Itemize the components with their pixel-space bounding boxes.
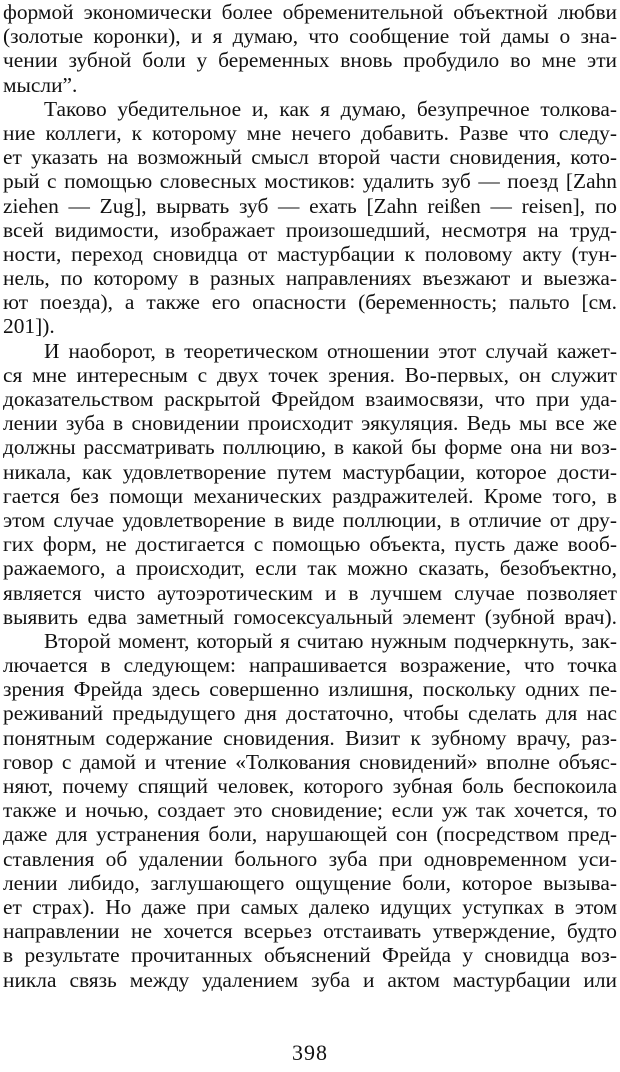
text-line: направлении не хочется всерьез отстаивать утверждение, будто [3, 919, 617, 944]
text-line: зрения Фрейда здесь совершенно излишня, поскольку одних пе- [3, 677, 617, 702]
text-line: ставления об удалении больного зуба при одновременном уси- [3, 846, 617, 871]
text-line: лючается в следующем: напрашивается возражение, что точка [3, 653, 617, 678]
page-number: 398 [292, 1040, 328, 1065]
text-line: ности, переход сновидца от мастурбации к половому акту (тун- [3, 241, 617, 266]
text-line: нель, по которому в разных направлениях въезжают и выезжа- [3, 266, 617, 291]
text-line: рый с помощью словесных мостиков: удалить зуб — поезд [Zahn [3, 169, 617, 194]
text-line: должны рассматривать поллюцию, в какой бы форме она ни воз- [3, 435, 617, 460]
text-line: ziehen — Zug], вырвать зуб — ехать [Zahn reißen — reisen], по [3, 193, 617, 218]
text-line: формой экономически более обременительной объектной любви [3, 0, 617, 24]
text-line: также и ночью, создает это сновидение; если уж так хочется, то [3, 798, 617, 823]
text-line: 201]). [3, 314, 55, 339]
text-line: реживаний предыдущего дня достаточно, чтобы сделать для нас [3, 701, 617, 726]
text-line: даже для устранения боли, нарушающей сон (посредством пред- [3, 822, 617, 847]
text-line: лении зуба в сновидении происходит эякуляция. Ведь мы все же [3, 411, 617, 436]
text-line: няют, почему спящий человек, которого зубная боль беспокоила [3, 774, 617, 798]
text-line: понятным содержание сновидения. Визит к зубному врачу, раз- [3, 725, 617, 750]
text-line: мысли”. [3, 72, 78, 97]
text-line: в результате прочитанных объяснений Фрейда у сновидца воз- [3, 943, 617, 968]
text-line: говор с дамой и чтение «Толкования сновидений» вполне объяс- [3, 749, 617, 774]
text-line: гается без помощи механических раздражителей. Кроме того, в [3, 483, 617, 508]
text-line: ет указать на возможный смысл второй части сновидения, кото- [3, 145, 617, 170]
text-line: является чисто аутоэротическим и в лучшем случае позволяет [3, 580, 617, 605]
text-line: никала, как удовлетворение путем мастурбации, которое дости- [3, 459, 617, 484]
text-line: всей видимости, изображает произошедший, несмотря на труд- [3, 217, 617, 242]
text-line: Второй момент, который я считаю нужным подчеркнуть, зак- [44, 628, 617, 653]
text-line: лении либидо, заглушающего ощущение боли, которое вызыва- [3, 870, 617, 895]
text-line: чении зубной боли у беременных вновь пробудило во мне эти [3, 48, 617, 73]
text-line: (золотые коронки), и я думаю, что сообщение той дамы о зна- [3, 24, 617, 49]
text-line: ся мне интересным с двух точек зрения. Во-первых, он служит [3, 362, 617, 387]
text-line: доказательством раскрытой Фрейдом взаимосвязи, что при уда- [3, 387, 617, 411]
text-line: ние коллеги, к которому мне нечего добавить. Разве что следу- [3, 120, 617, 145]
text-line: этом случае удовлетворение в виде поллюции, в отличие от дру- [3, 507, 617, 532]
text-line: ют поезда), а также его опасности (беременность; пальто [см. [3, 290, 617, 315]
text-line: ет страх). Но даже при самых далеко идущих уступках в этом [3, 894, 617, 919]
text-line: И наоборот, в теоретическом отношении этот случай кажет- [44, 338, 617, 363]
text-line: выявить едва заметный гомосексуальный элемент (зубной врач). [3, 604, 617, 629]
text-line: гих форм, не достигается с помощью объекта, пусть даже вооб- [3, 532, 617, 557]
body-text [3, 0, 617, 992]
text-line: Таково убедительное и, как я думаю, безупречное толкова- [44, 96, 617, 121]
text-line: ражаемого, а происходит, если так можно сказать, безобъектно, [3, 556, 617, 581]
text-line: никла связь между удалением зуба и актом мастурбации или [3, 967, 617, 992]
